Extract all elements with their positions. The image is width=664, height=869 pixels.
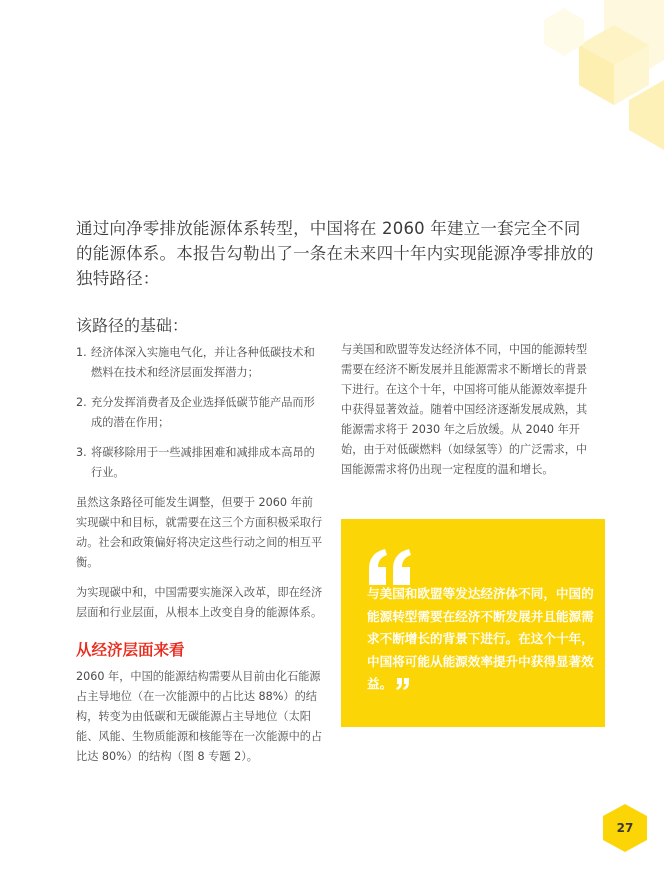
body-paragraph: 2060 年，中国的能源结构需要从目前由化石能源占主导地位（在一次能源中的占比达 88%）的结构，转变为由低碳和无碳能源占主导地位（太阳能、风能、生物质能源和核能等在一次能源中的占比达 80%）的结构（图 8 专题 2）。 [76,670,323,763]
pull-quote-text [367,583,597,696]
list-item-text: 将碳移除用于一些减排困难和减排成本高昂的行业。 [91,446,315,479]
list-item-text: 充分发挥消费者及企业选择低碳节能产品而形成的潜在作用； [91,396,315,429]
list-item [76,343,324,383]
section-heading: 该路径的基础： [76,316,189,335]
page-number: 27 [616,821,634,835]
left-column [76,343,324,777]
list-item-number: 3. [76,446,87,459]
hexagon-decoration [544,0,664,150]
pull-quote-box [341,519,605,727]
list-item [76,443,324,483]
list-item-number: 2. [76,396,87,409]
intro-paragraph: 通过向净零排放能源体系转型，中国将在 2060 年建立一套完全不同的能源体系。本报告勾勒出了一条在未来四十年内实现能源净零排放的独特路径： [76,219,594,288]
list-item-number: 1. [76,346,87,359]
foundation-list [76,343,324,483]
body-paragraph: 虽然这条路径可能发生调整，但要于 2060 年前实现碳中和目标，就需要在这三个方面积极采取行动。社会和政策偏好将决定这些行动之间的相互平衡。 [76,496,323,569]
pull-quote-body: 与美国和欧盟等发达经济体不同，中国的能源转型需要在经济不断发展并且能源需求不断增长的背景下进行。在这个十年，中国将可能从能源效率提升中获得显著效益。 [367,586,594,691]
list-item-text: 经济体深入实施电气化，并让各种低碳技术和燃料在技术和经济层面发挥潜力； [91,346,315,379]
subheading: 从经济层面来看 [76,641,185,659]
list-item [76,393,324,433]
body-paragraph: 为实现碳中和，中国需要实施深入改革，即在经济层面和行业层面，从根本上改变自身的能源体系。 [76,586,323,619]
open-quote-icon [367,547,413,587]
right-column-paragraph: 与美国和欧盟等发达经济体不同，中国的能源转型需要在经济不断发展并且能源需求不断增长的背景下进行。在这个十年，中国将可能从能源效率提升中获得显著效益。随着中国经济逐渐发展成熟，其能源需求将于 2030 年之后放缓。从 2040 年开始，由于对低碳燃料（如绿氢等）的广泛需求，中国能源需求将仍出现一定程度的温和增长。 [341,343,588,476]
close-quote-icon [396,678,410,690]
